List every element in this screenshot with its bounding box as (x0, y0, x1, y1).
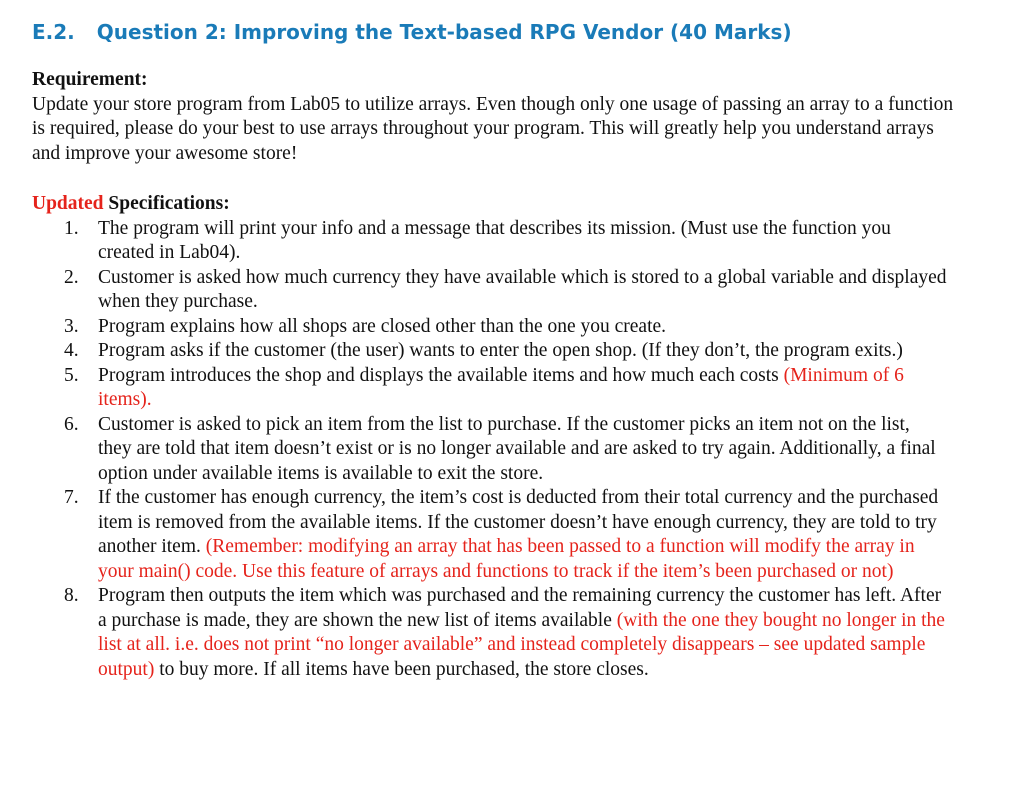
spec-number: 1. (64, 217, 79, 239)
spec-text: Customer is asked how much currency they have available which is stored to a global variable and displayed when they purchase. (98, 266, 947, 312)
spec-text: Program asks if the customer (the user) wants to enter the open shop. (If they don’t, the program exits.) (98, 340, 903, 361)
spec-highlight: (Minimum of 6 items). (98, 364, 904, 410)
spec-text: Program introduces the shop and displays the available items and how much each costs (98, 364, 784, 386)
spec-item-1 (32, 217, 948, 266)
spec-number: 4. (64, 340, 79, 361)
spec-item-7 (32, 486, 948, 584)
spec-item-2 (32, 266, 948, 315)
spec-number: 8. (64, 585, 79, 606)
requirement-title: Requirement: (32, 69, 148, 90)
spec-number: 5. (64, 364, 79, 386)
section-title: Question 2: Improving the Text-based RPG Vendor (40 Marks) (96, 20, 792, 44)
spec-highlight: (with the one they bought no longer in the list at all. i.e. does not print “no longer available” and instead completely disappears – see updated sample output) (98, 609, 945, 680)
spec-number: 3. (64, 315, 79, 337)
spec-item-4 (32, 339, 948, 364)
spec-text: Program explains how all shops are closed other than the one you create. (98, 315, 667, 337)
spec-item-5 (32, 364, 948, 413)
spec-text: Program then outputs the item which was purchased and the remaining currency the customer has left. After a purchase is made, they are shown the new list of items available (98, 585, 942, 631)
spec-number: 2. (64, 266, 79, 288)
spec-text: If the customer has enough currency, the item’s cost is deducted from their total currency and the purchased item is removed from the available items. If the customer doesn’t have enough currency, they are told to try another item. (98, 487, 939, 557)
specifications-list (32, 217, 992, 683)
requirement-body: Update your store program from Lab05 to utilize arrays. Even though only one usage of passing an array to a function is required, please do your best to use arrays throughout your program. This will greatly help you understand arrays and improve your awesome store! (32, 93, 954, 164)
spec-item-6 (32, 413, 948, 487)
document-body (32, 68, 992, 682)
section-heading (32, 20, 792, 44)
spec-text: Customer is asked to pick an item from the list to purchase. If the customer picks an item not on the list, they are told that item doesn’t exist or is no longer available and are asked to try again. Additionally, a final option under available items is available to exit the store. (98, 413, 936, 484)
spec-text-after: to buy more. If all items have been purchased, the store closes. (154, 658, 649, 680)
updated-label: Updated (32, 193, 104, 214)
specifications-label: Specifications: (103, 193, 230, 214)
spec-text: The program will print your info and a message that describes its mission. (Must use the function you created in Lab04). (98, 217, 891, 263)
spec-number: 7. (64, 487, 79, 508)
spec-number: 6. (64, 413, 79, 435)
spec-item-3 (32, 315, 948, 340)
spec-item-8 (32, 584, 948, 682)
spec-highlight: (Remember: modifying an array that has been passed to a function will modify the array in your main() code. Use this feature of arrays and functions to track if the item’s been purchased or not) (98, 536, 915, 582)
specifications-title (32, 192, 992, 217)
section-number: E.2. (32, 20, 75, 44)
